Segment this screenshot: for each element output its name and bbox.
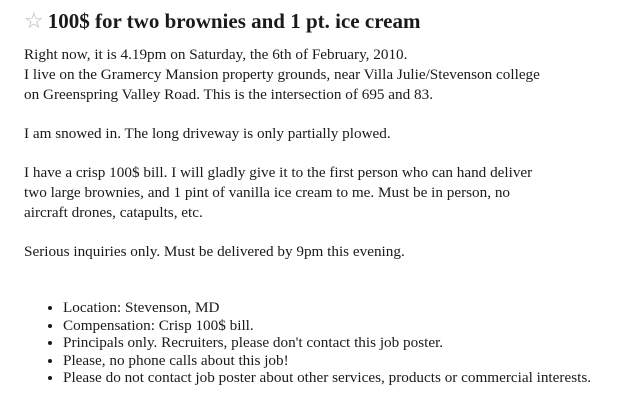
body-line: I live on the Gramercy Mansion property grounds, near Villa Julie/Stevenson college [24,66,540,83]
body-line: aircraft drones, catapults, etc. [24,204,203,221]
body-line: Serious inquiries only. Must be delivered by 9pm this evening. [24,243,405,260]
body-paragraph-4 [24,242,634,262]
posting-attributes-list [24,299,634,387]
star-icon[interactable]: ☆ [24,9,44,34]
body-paragraph-1 [24,45,634,105]
body-line: I have a crisp 100$ bill. I will gladly give it to the first person who can hand deliver [24,164,533,181]
body-line: on Greenspring Valley Road. This is the intersection of 695 and 83. [24,86,434,103]
body-line: Right now, it is 4.19pm on Saturday, the 6th of February, 2010. [24,46,408,63]
attribute-location: • Location: Stevenson, MD [63,299,634,317]
body-line: I am snowed in. The long driveway is only partially plowed. [24,125,391,142]
body-paragraph-2 [24,124,634,144]
posting-title-row [24,8,634,35]
attribute-no-commercial-contact: • Please do not contact job poster about other services, products or commercial interests. [63,369,634,387]
attribute-no-phone-calls: • Please, no phone calls about this job! [63,352,634,370]
body-paragraph-3 [24,163,634,223]
attribute-principals-only: • Principals only. Recruiters, please don't contact this job poster. [63,334,634,352]
attribute-compensation: • Compensation: Crisp 100$ bill. [63,317,634,335]
body-line: two large brownies, and 1 pint of vanilla ice cream to me. Must be in person, no [24,184,511,201]
posting [24,8,634,387]
posting-body [24,45,634,262]
posting-title: 100$ for two brownies and 1 pt. ice cream [47,9,421,33]
